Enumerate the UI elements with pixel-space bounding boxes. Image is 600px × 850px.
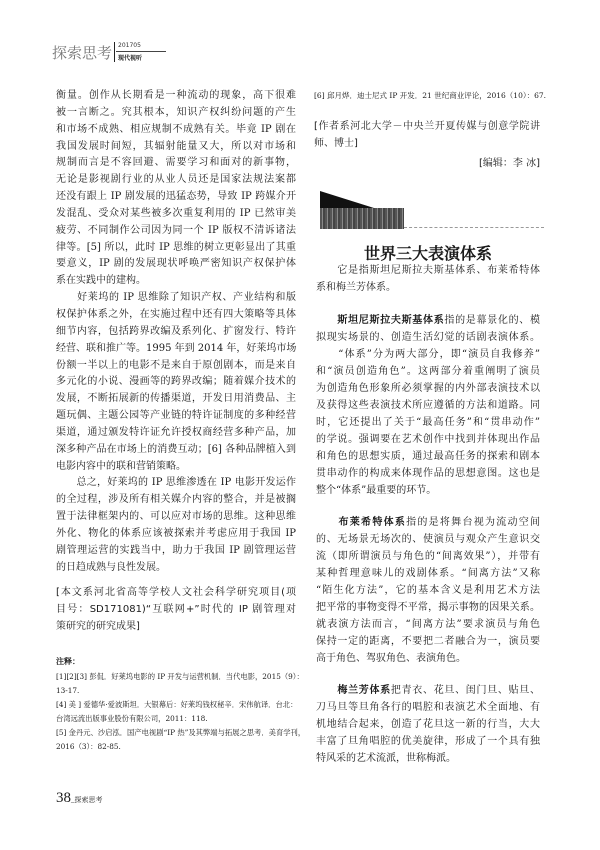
text-line: 师、博士] xyxy=(314,138,358,149)
text-line: “体系”分为两大部分，即“演员自我修养” xyxy=(316,349,540,360)
text-line: 发展，不断拓展新的传播渠道，开发日用消费品、主 xyxy=(56,393,296,405)
text-line: 细节内容，包括跨界改编及系列化、扩窗发行、特许 xyxy=(56,325,296,337)
text-line: 13-17. xyxy=(56,686,80,695)
section-title: 世界三大表演体系 xyxy=(363,244,492,263)
text-line: 机地结合起来，创造了花旦这一新的行当，大大 xyxy=(316,719,540,730)
text-line: [4] 美 ] 爱德华·爱波斯坦．大银幕后：好莱坞钱权秘辛．宋伟航译．台北： xyxy=(56,700,298,709)
editor-note: [编辑：李 冰] xyxy=(479,158,540,169)
text-line: 特风采的艺术流派，世称梅派。 xyxy=(316,753,456,764)
text-line: 份额一半以上的电影不是来自于原创剧本，而是来自 xyxy=(56,359,296,371)
text-line: 的学说。强调要在艺术创作中找到并体现出作品 xyxy=(316,434,540,445)
indent xyxy=(316,517,339,528)
text-line: 拟现实场景的、创造生活幻觉的话剧表演体系。 xyxy=(316,332,540,343)
text-line: 时，它还提出了关于“最高任务”和“贯串动作” xyxy=(316,417,540,428)
text-line: 的、无场景无场次的、使演员与观众产生意识交 xyxy=(316,534,540,545)
text-line: 和市场不成熟、相应规制不成熟有关。毕竟 IP 剧在 xyxy=(56,123,296,135)
text-line: 被一言断之。究其根本，知识产权纠纷问题的产生 xyxy=(56,106,296,118)
text-line: 及获得这些表演技术所应遵循的方法和道路。同 xyxy=(316,400,540,411)
section-banner-image xyxy=(320,208,404,229)
text-line: 好莱坞的 IP 思维除了知识产权、产业结构和版 xyxy=(56,292,296,304)
text-span: 指的是将舞台视为流动空间 xyxy=(406,517,541,528)
text-line: 2016（3）：82-85. xyxy=(56,742,121,751)
text-line: 目号：SD171081)“互联网+”时代的 IP 剧管理对 xyxy=(56,604,296,615)
text-line: 总之，好莱坞的 IP 思维渗透在 IP 电影开发运作 xyxy=(56,477,296,489)
text-line: 贯串动作的构成来体现作品的思想意图。这也是 xyxy=(316,468,540,479)
text-line: 电影内容中的联和营销策略。 xyxy=(56,460,186,472)
text-line: “陌生化方法”，它的基本含义是利用艺术方法 xyxy=(316,585,540,596)
indent xyxy=(316,315,337,326)
reference-6: [6] 邱月烨．迪士尼式 IP 开发．21 世纪商业评论，2016（10）：67. xyxy=(314,91,547,100)
text-line: 规制而言是不容回避、需要学习和面对的新事物， xyxy=(56,157,296,169)
text-line: 它是指斯坦尼斯拉夫斯基体系、布莱希特体 xyxy=(316,265,540,276)
page-number: 38 xyxy=(56,790,71,806)
text-line: 丰富了旦角唱腔的优美旋律，形成了一个具有独 xyxy=(316,736,540,747)
text-line xyxy=(316,682,540,699)
text-line: 深多种产品在市场上的消费互动；[6] 各种品牌植入到 xyxy=(56,443,296,455)
text-line: 还没有跟上 IP 剧发展的迅猛态势，导致 IP 跨媒介开 xyxy=(56,191,296,203)
section-banner-triangle xyxy=(320,191,374,208)
text-line: 发混乱、受众对某些被多次重复利用的 IP 已然审美 xyxy=(56,207,296,219)
header-divider xyxy=(114,42,115,62)
text-line: 衡量。创作从长期看是一种流动的现象，高下很难 xyxy=(56,90,296,101)
text-line: 无论是影视剧行业的从业人员还是国家法规法案都 xyxy=(56,174,296,186)
brecht-paragraph xyxy=(316,514,540,667)
system-name: 布莱希特体系 xyxy=(338,517,407,528)
text-line: 某种哲理意味儿的戏剧体系。“间离方法”又称 xyxy=(316,568,540,579)
text-line: 剧管理运营的实践当中，助力于我国 IP 剧管理运营 xyxy=(56,544,296,556)
column-name: 现代视听 xyxy=(118,55,143,62)
text-line: 就表演方法而言，“间离方法”要求演员与角色 xyxy=(316,619,540,630)
intro-text xyxy=(316,262,540,296)
text-line: 的全过程，涉及所有相关媒介内容的整合，并是被搁 xyxy=(56,494,296,506)
text-line: 疲劳、不同制作公司因为同一个 IP 版权不清诉诸法 xyxy=(56,224,296,236)
text-line: 外化、物化的体系应该被探索并考虑应用于我国 IP xyxy=(56,527,296,539)
text-line: 的日趋成熟与良性发展。 xyxy=(56,561,166,573)
text-line: 台湾远流出版事业股份有限公司，2011：118. xyxy=(56,714,208,723)
notes-title: 注释： xyxy=(56,656,80,666)
text-line: 高于角色、驾驭角色、表演角色。 xyxy=(316,653,466,664)
header-rule xyxy=(116,51,166,52)
funding-note xyxy=(56,584,296,635)
text-line xyxy=(316,514,540,531)
text-line xyxy=(316,312,540,329)
text-line: 保持一定的距离，不要把二者融合为一，演员要 xyxy=(316,636,540,647)
text-line: [作者系河北大学－中央兰开夏传媒与创意学院讲 xyxy=(314,121,540,132)
left-body-text xyxy=(56,88,296,576)
system-name: 梅兰芳体系 xyxy=(337,685,391,696)
author-note xyxy=(314,118,540,152)
text-line: 把平常的事物变得不平常，揭示事物的因果关系。 xyxy=(316,602,540,613)
footer-magazine: _探索思考 xyxy=(71,796,103,804)
text-line: 系和梅兰芳体系。 xyxy=(316,282,396,293)
text-line: 我国发展时间短，其辐射能量又大，所以对市场和 xyxy=(56,140,296,152)
text-line: 和“演员创造角色”。这两部分着重阐明了演员 xyxy=(316,366,540,377)
text-line: [5] 金丹元、沙启泓．国产电视剧“IP 热”及其弊端与拓展之思考．美育学刊， xyxy=(56,728,306,737)
text-line: 流（即所谓演员与角色的“间离效果”），并带有 xyxy=(316,551,540,562)
text-line: [本文系河北省高等学校人文社会科学研究项目(项 xyxy=(56,587,296,598)
text-line: 经营、联和推广等。1995 年到 2014 年，好莱坞市场 xyxy=(56,342,297,354)
magazine-logo: 探索思考 xyxy=(52,44,113,62)
dashed-divider xyxy=(404,227,544,228)
text-line: 要意义，IP 剧的发展现状呼唤严密知识产权保护体 xyxy=(56,258,296,270)
text-line: [1][2][3] 彭侃．好莱坞电影的 IP 开发与运营机制．当代电影，2015（9）： xyxy=(56,672,304,681)
page-footer xyxy=(56,790,103,807)
text-line: 系在实践中的建构。 xyxy=(56,275,146,287)
text-line: 策研究的研究成果] xyxy=(56,621,140,632)
text-line: 和角色的思想实质，通过最高任务的探索和剧本 xyxy=(316,451,540,462)
text-span: 把青衣、花旦、闺门旦、贴旦、 xyxy=(390,685,541,696)
text-line: 律等。[5] 所以，此时 IP 思维的树立更彰显出了其重 xyxy=(56,241,296,253)
issue-number: 201705 xyxy=(118,42,141,49)
text-line: 权保护体系之外，在实施过程中还有四大策略等具体 xyxy=(56,308,296,320)
meilanfang-paragraph xyxy=(316,682,540,767)
stanislavski-paragraph xyxy=(316,312,540,499)
text-span: 指的是幕景化的、模 xyxy=(444,315,541,326)
text-line: 置于法律框架内的、可以应对市场的思维。这种思维 xyxy=(56,511,296,523)
text-line: 多元化的小说、漫画等的跨界改编；随着媒介技术的 xyxy=(56,376,296,388)
references-list xyxy=(56,670,306,754)
text-line: 为创造角色形象所必须掌握的内外部表演技术以 xyxy=(316,383,540,394)
text-line: 题玩偶、主题公园等产业链的特许证制度的多种经营 xyxy=(56,410,296,422)
indent xyxy=(316,685,337,696)
text-line: 渠道，通过颁发特许证允许授权商经营多种产品，加 xyxy=(56,426,296,438)
text-line: 刀马旦等旦角各行的唱腔和表演艺术全面地、有 xyxy=(316,702,540,713)
text-line: 整个“体系”最重要的环节。 xyxy=(316,485,437,496)
system-name: 斯坦尼斯拉夫斯基体系 xyxy=(337,315,445,326)
